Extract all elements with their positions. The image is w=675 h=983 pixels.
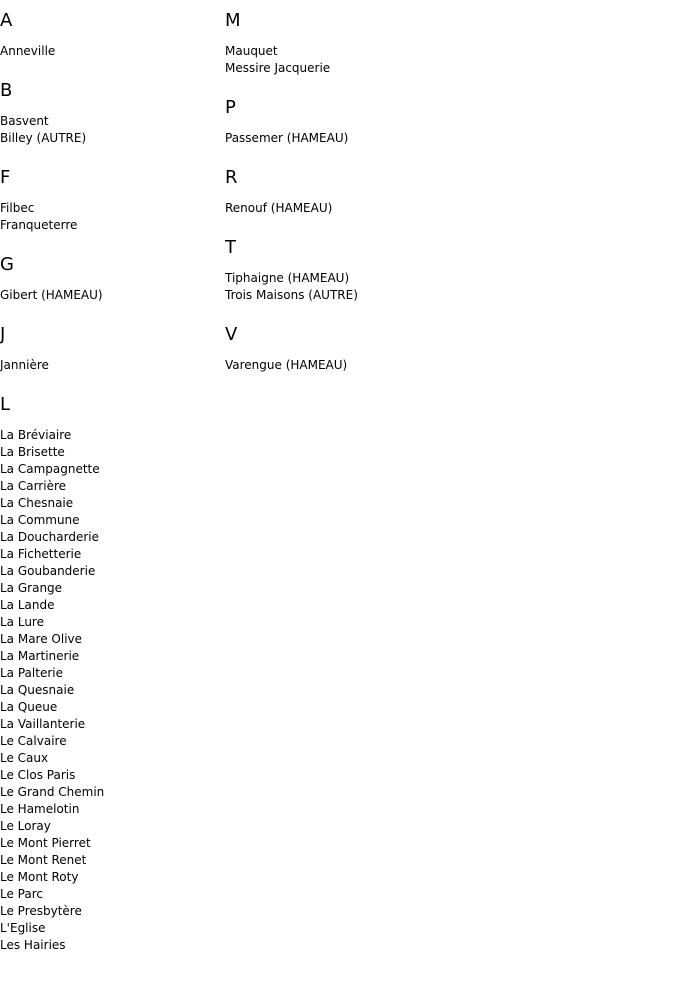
entry-list bbox=[225, 130, 440, 147]
place-entry: Le Caux bbox=[0, 751, 49, 765]
group-spacer bbox=[0, 954, 215, 964]
entry-list bbox=[0, 287, 215, 304]
place-entry: Le Grand Chemin bbox=[0, 785, 105, 799]
place-entry: La Mare Olive bbox=[0, 632, 83, 646]
letter-group-l bbox=[0, 384, 215, 964]
place-entry: Le Loray bbox=[0, 819, 51, 833]
place-entry: Gibert (HAMEAU) bbox=[0, 288, 103, 302]
place-entry: Renouf (HAMEAU) bbox=[225, 201, 333, 215]
right-column bbox=[225, 0, 440, 384]
place-entry: La Lande bbox=[0, 598, 55, 612]
letter-heading: R bbox=[225, 167, 238, 188]
letter-group-b bbox=[0, 70, 215, 157]
place-entry: Anneville bbox=[0, 44, 56, 58]
place-entry: Le Parc bbox=[0, 887, 43, 901]
place-entry: La Martinerie bbox=[0, 649, 80, 663]
group-spacer bbox=[0, 374, 215, 384]
entry-list bbox=[225, 43, 440, 77]
place-entry: La Palterie bbox=[0, 666, 63, 680]
place-entry: La Chesnaie bbox=[0, 496, 74, 510]
letter-heading: A bbox=[0, 10, 13, 31]
place-entry: Les Hairies bbox=[0, 938, 66, 952]
place-entry: Le Clos Paris bbox=[0, 768, 76, 782]
place-entry: Le Mont Renet bbox=[0, 853, 87, 867]
entry-list bbox=[0, 43, 215, 60]
place-entry: La Queue bbox=[0, 700, 58, 714]
place-entry: Le Calvaire bbox=[0, 734, 67, 748]
place-entry: Trois Maisons (AUTRE) bbox=[225, 288, 358, 302]
place-entry: La Lure bbox=[0, 615, 44, 629]
group-spacer bbox=[225, 147, 440, 157]
place-entry: Le Mont Roty bbox=[0, 870, 79, 884]
group-spacer bbox=[0, 304, 215, 314]
letter-group-f bbox=[0, 157, 215, 244]
place-entry: Franqueterre bbox=[0, 218, 78, 232]
place-entry: Messire Jacquerie bbox=[225, 61, 331, 75]
place-entry: La Commune bbox=[0, 513, 80, 527]
place-entry: La Fichetterie bbox=[0, 547, 82, 561]
letter-group-v bbox=[225, 314, 440, 384]
group-spacer bbox=[225, 304, 440, 314]
letter-heading: G bbox=[0, 254, 14, 275]
group-spacer bbox=[225, 77, 440, 87]
place-entry: La Vaillanterie bbox=[0, 717, 86, 731]
place-entry: Le Hamelotin bbox=[0, 802, 80, 816]
letter-group-a bbox=[0, 0, 215, 70]
place-entry: L'Eglise bbox=[0, 921, 46, 935]
entry-list bbox=[225, 270, 440, 304]
group-spacer bbox=[0, 234, 215, 244]
entry-list bbox=[0, 113, 215, 147]
place-entry: Mauquet bbox=[225, 44, 278, 58]
letter-group-t bbox=[225, 227, 440, 314]
entry-list bbox=[225, 200, 440, 217]
entry-list bbox=[0, 427, 215, 954]
place-entry: Varengue (HAMEAU) bbox=[225, 358, 348, 372]
letter-group-p bbox=[225, 87, 440, 157]
place-entry: La Campagnette bbox=[0, 462, 100, 476]
letter-heading: L bbox=[0, 394, 11, 415]
place-entry: Basvent bbox=[0, 114, 49, 128]
letter-group-m bbox=[225, 0, 440, 87]
letter-heading: F bbox=[0, 167, 11, 188]
place-entry: La Grange bbox=[0, 581, 63, 595]
letter-heading: J bbox=[0, 324, 6, 345]
letter-group-j bbox=[0, 314, 215, 384]
letter-heading: T bbox=[225, 237, 236, 258]
place-entry: La Brisette bbox=[0, 445, 65, 459]
letter-heading: P bbox=[225, 97, 236, 118]
left-column bbox=[0, 0, 215, 964]
entry-list bbox=[225, 357, 440, 374]
group-spacer bbox=[225, 217, 440, 227]
place-entry: Passemer (HAMEAU) bbox=[225, 131, 349, 145]
letter-heading: V bbox=[225, 324, 238, 345]
place-entry: La Quesnaie bbox=[0, 683, 75, 697]
place-entry: La Doucharderie bbox=[0, 530, 99, 544]
place-entry: Le Presbytère bbox=[0, 904, 82, 918]
letter-heading: M bbox=[225, 10, 241, 31]
group-spacer bbox=[225, 374, 440, 384]
group-spacer bbox=[0, 60, 215, 70]
letter-heading: B bbox=[0, 80, 13, 101]
letter-group-r bbox=[225, 157, 440, 227]
place-entry: Le Mont Pierret bbox=[0, 836, 91, 850]
group-spacer bbox=[0, 147, 215, 157]
place-entry: Tiphaigne (HAMEAU) bbox=[225, 271, 350, 285]
place-entry: Jannière bbox=[0, 358, 49, 372]
entry-list bbox=[0, 200, 215, 234]
place-entry: La Goubanderie bbox=[0, 564, 96, 578]
place-entry: Billey (AUTRE) bbox=[0, 131, 87, 145]
place-entry: Filbec bbox=[0, 201, 35, 215]
place-entry: La Carrière bbox=[0, 479, 67, 493]
place-entry: La Bréviaire bbox=[0, 428, 72, 442]
entry-list bbox=[0, 357, 215, 374]
letter-group-g bbox=[0, 244, 215, 314]
